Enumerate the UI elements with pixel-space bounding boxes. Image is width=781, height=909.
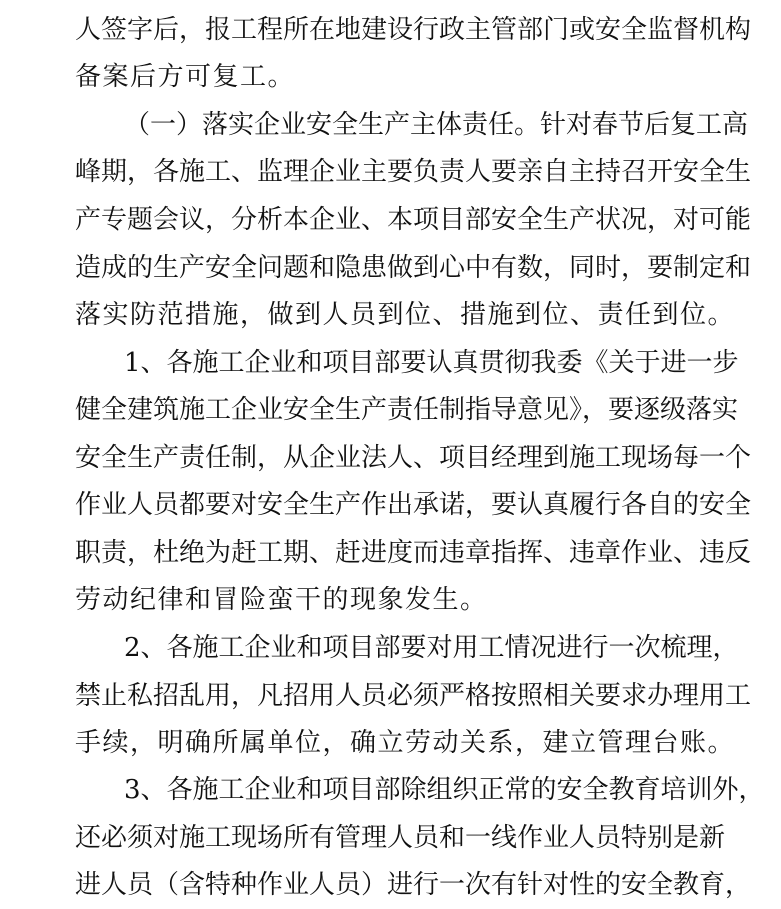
text-line-17: 3、各施工企业和项目部除组织正常的安全教育培训外， bbox=[124, 775, 765, 805]
text-line-3: （一）落实企业安全生产主体责任。针对春节后复工高 bbox=[124, 110, 749, 140]
text-line-10: 安全生产责任制，从企业法人、项目经理到施工现场每一个 bbox=[75, 443, 752, 473]
text-line-5: 产专题会议，分析本企业、本项目部安全生产状况，对可能 bbox=[75, 205, 752, 235]
text-line-1: 人签字后，报工程所在地建设行政主管部门或安全监督机构 bbox=[75, 15, 752, 45]
text-line-18: 还必须对施工现场所有管理人员和一线作业人员特别是新 bbox=[75, 823, 726, 853]
text-line-16: 手续，明确所属单位，确立劳动关系，建立管理台账。 bbox=[75, 728, 736, 758]
text-line-12: 职责，杜绝为赶工期、赶进度而违章指挥、违章作业、违反 bbox=[75, 538, 752, 568]
text-line-7: 落实防范措施，做到人员到位、措施到位、责任到位。 bbox=[75, 300, 736, 330]
text-line-2: 备案后方可复工。 bbox=[75, 62, 296, 92]
text-line-15: 禁止私招乱用，凡招用人员必须严格按照相关要求办理用工 bbox=[75, 681, 752, 711]
text-line-8: 1、各施工企业和项目部要认真贯彻我委《关于进一步 bbox=[124, 348, 739, 378]
text-line-6: 造成的生产安全问题和隐患做到心中有数，同时，要制定和 bbox=[75, 253, 752, 283]
text-line-14: 2、各施工企业和项目部要对用工情况进行一次梳理， bbox=[124, 633, 739, 663]
text-line-4: 峰期，各施工、监理企业主要负责人要亲自主持召开安全生 bbox=[75, 157, 752, 187]
text-line-9: 健全建筑施工企业安全生产责任制指导意见》，要逐级落实 bbox=[75, 395, 739, 425]
text-line-11: 作业人员都要对安全生产作出承诺，要认真履行各自的安全 bbox=[75, 490, 752, 520]
text-line-19: 进人员（含特种作业人员）进行一次有针对性的安全教育， bbox=[75, 870, 752, 900]
text-line-13: 劳动纪律和冒险蛮干的现象发生。 bbox=[75, 585, 488, 615]
